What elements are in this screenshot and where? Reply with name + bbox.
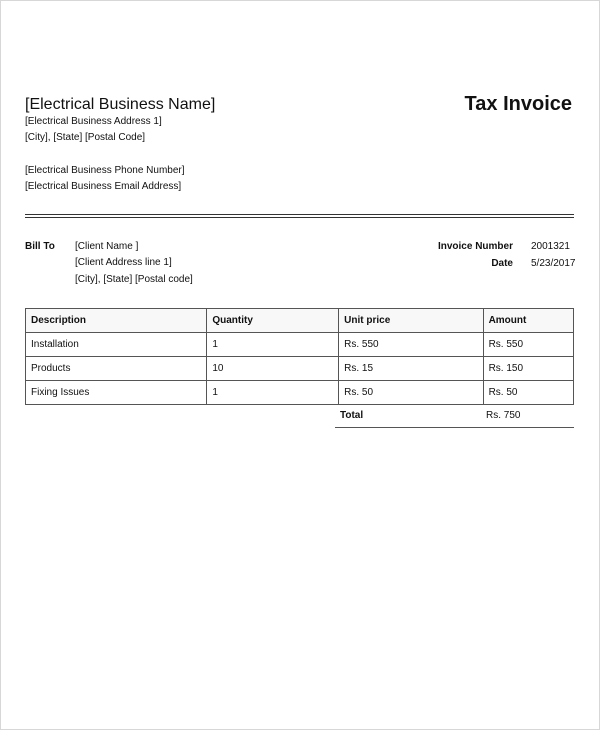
table-row xyxy=(26,381,574,405)
date-value: 5/23/2017 xyxy=(531,258,576,269)
table-header-row xyxy=(26,309,574,333)
table-row xyxy=(26,333,574,357)
row-amount: Rs. 550 xyxy=(483,333,573,357)
row-quantity: 10 xyxy=(207,357,339,381)
row-description: Installation xyxy=(26,333,207,357)
total-underline xyxy=(335,427,574,428)
client-address: [Client Address line 1] xyxy=(75,257,172,268)
header-description: Description xyxy=(26,309,207,333)
business-city-state-postal: [City], [State] [Postal Code] xyxy=(25,132,146,143)
header-quantity: Quantity xyxy=(207,309,339,333)
total-label: Total xyxy=(340,410,364,421)
business-phone: [Electrical Business Phone Number] xyxy=(25,165,185,176)
row-quantity: 1 xyxy=(207,381,339,405)
header-unit-price: Unit price xyxy=(339,309,483,333)
row-unit-price: Rs. 550 xyxy=(339,333,483,357)
total-value: Rs. 750 xyxy=(486,410,521,421)
client-city-state-postal: [City], [State] [Postal code] xyxy=(75,274,193,285)
row-quantity: 1 xyxy=(207,333,339,357)
client-name: [Client Name ] xyxy=(75,241,139,252)
row-unit-price: Rs. 50 xyxy=(339,381,483,405)
items-table xyxy=(25,308,574,405)
document-title: Tax Invoice xyxy=(464,93,572,115)
business-name: [Electrical Business Name] xyxy=(25,96,216,113)
business-email: [Electrical Business Email Address] xyxy=(25,181,182,192)
bill-to-label: Bill To xyxy=(25,241,55,252)
row-amount: Rs. 150 xyxy=(483,357,573,381)
header-divider-bottom xyxy=(25,217,574,218)
table-row xyxy=(26,357,574,381)
row-description: Products xyxy=(26,357,207,381)
row-description: Fixing Issues xyxy=(26,381,207,405)
header-divider-top xyxy=(25,214,574,215)
business-address: [Electrical Business Address 1] xyxy=(25,116,162,127)
invoice-number-label: Invoice Number xyxy=(437,241,513,252)
row-amount: Rs. 50 xyxy=(483,381,573,405)
row-unit-price: Rs. 15 xyxy=(339,357,483,381)
header-amount: Amount xyxy=(483,309,573,333)
date-label: Date xyxy=(491,258,513,269)
invoice-number-value: 2001321 xyxy=(531,241,570,252)
